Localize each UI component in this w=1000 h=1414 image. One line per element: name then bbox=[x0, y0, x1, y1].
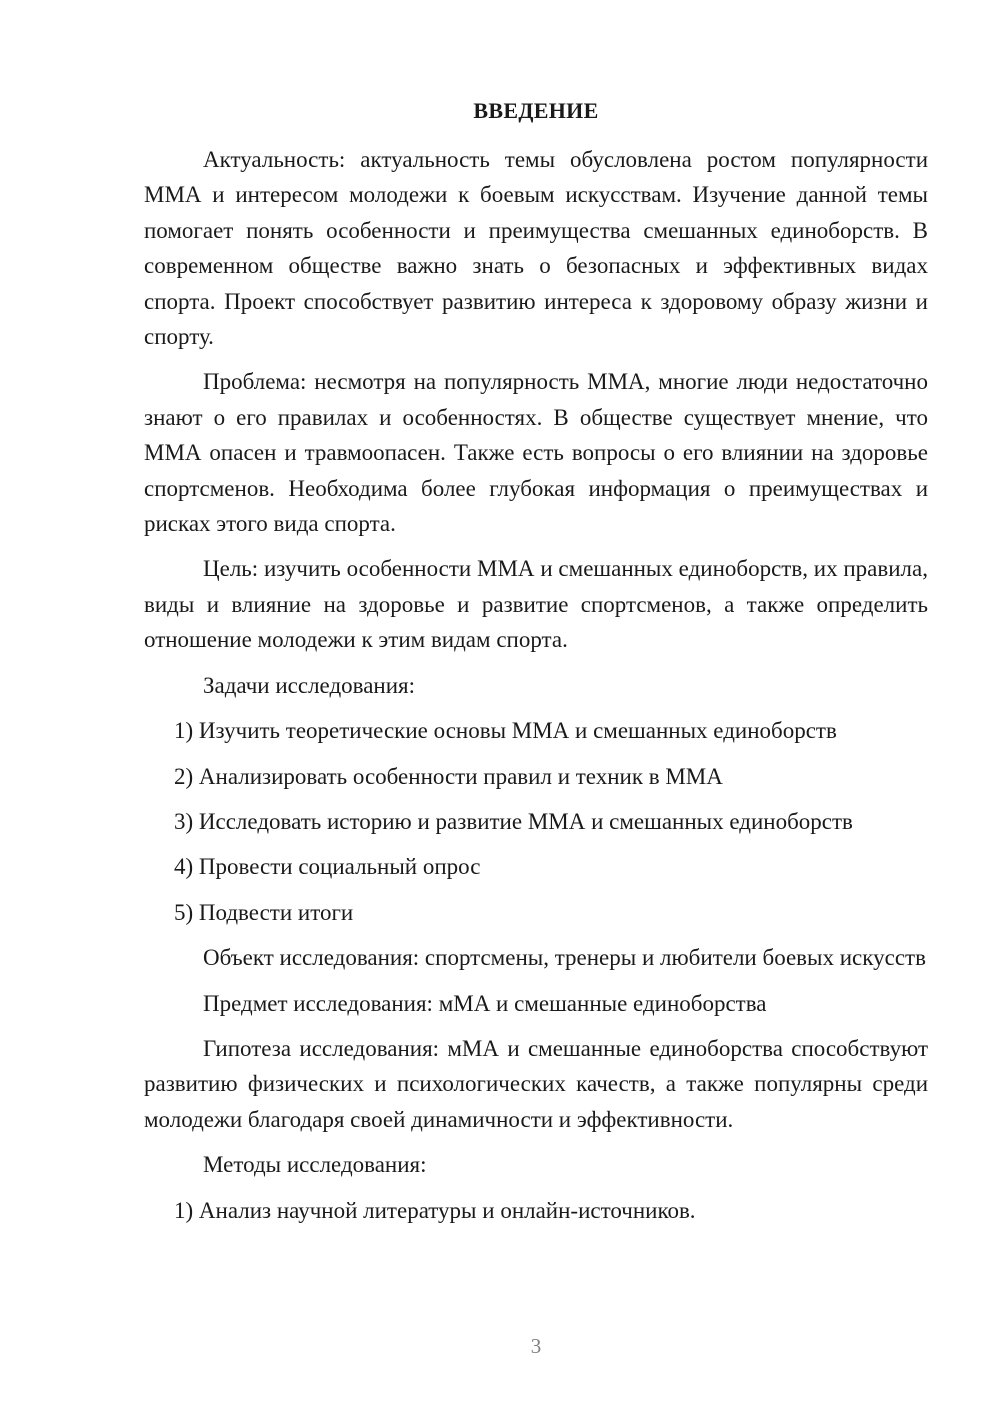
method-item: 1) Анализ научной литературы и онлайн-источников. bbox=[174, 1197, 696, 1223]
page-number: 3 bbox=[530, 1334, 542, 1358]
goal-paragraph: Цель: изучить особенности ММА и смешанных единоборств, их правила, виды и влияние на здоровье и развитие спортсменов, а также определить отношение молодежи к этим видам спорта. bbox=[144, 556, 928, 653]
task-item: 1) Изучить теоретические основы ММА и смешанных единоборств bbox=[174, 718, 837, 744]
object-paragraph: Объект исследования: спортсмены, тренеры и любители боевых искусств bbox=[203, 945, 926, 971]
document-body bbox=[144, 142, 928, 1228]
section-title: ВВЕДЕНИЕ bbox=[473, 98, 599, 123]
methods-heading: Методы исследования: bbox=[203, 1152, 427, 1178]
subject-paragraph: Предмет исследования: мМА и смешанные единоборства bbox=[203, 990, 767, 1016]
task-item: 3) Исследовать историю и развитие ММА и смешанных единоборств bbox=[174, 808, 853, 834]
task-item: 2) Анализировать особенности правил и техник в ММА bbox=[174, 763, 723, 789]
task-item: 5) Подвести итоги bbox=[174, 899, 354, 925]
tasks-heading: Задачи исследования: bbox=[203, 672, 416, 698]
task-item: 4) Провести социальный опрос bbox=[174, 854, 481, 880]
relevance-paragraph: Актуальность: актуальность темы обусловлена ростом популярности ММА и интересом молодежи к боевым искусствам. Изучение данной темы помогает понять особенности и преимущества смешанных единоборств. В современном обществе важно знать о безопасных и эффективных видах спорта. Проект способствует развитию интереса к здоровому образу жизни и спорту. bbox=[144, 147, 928, 350]
problem-paragraph: Проблема: несмотря на популярность ММА, многие люди недостаточно знают о его правилах и особенностях. В обществе существует мнение, что ММА опасен и травмоопасен. Также есть вопросы о его влиянии на здоровье спортсменов. Необходима более глубокая информация о преимуществах и рисках этого вида спорта. bbox=[144, 369, 928, 537]
hypothesis-paragraph: Гипотеза исследования: мМА и смешанные единоборства способствуют развитию физических и психологических качеств, а также популярны среди молодежи благодаря своей динамичности и эффективности. bbox=[144, 1035, 928, 1132]
